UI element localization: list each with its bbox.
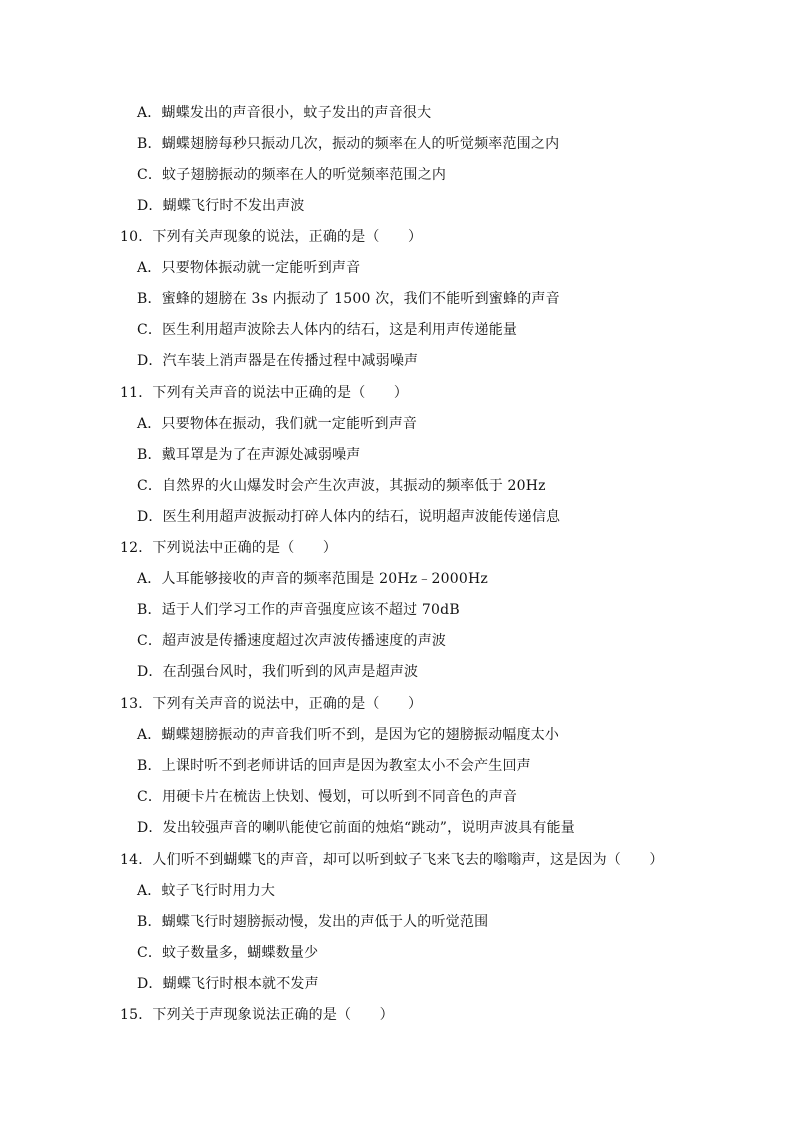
- question-14-stem: 14．人们听不到蝴蝶飞的声音，却可以听到蚊子飞来飞去的嗡嗡声，这是因为（ ）: [120, 852, 664, 868]
- question-12-option-a: A．人耳能够接收的声音的频率范围是 20Hz﹣2000Hz: [137, 571, 488, 587]
- question-10-option-c: C．医生利用超声波除去人体内的结石，这是利用声传递能量: [137, 322, 518, 338]
- question-12-option-b: B．适于人们学习工作的声音强度应该不超过 70dB: [137, 602, 460, 618]
- question-11-option-c: C．自然界的火山爆发时会产生次声波，其振动的频率低于 20Hz: [137, 478, 546, 494]
- question-14-option-a: A．蚊子飞行时用力大: [137, 883, 276, 899]
- question-14-option-b: B．蝴蝶飞行时翅膀振动慢，发出的声低于人的听觉范围: [137, 914, 489, 930]
- question-11-option-d: D．医生利用超声波振动打碎人体内的结石，说明超声波能传递信息: [137, 509, 561, 525]
- question-13-option-a: A．蝴蝶翅膀振动的声音我们听不到，是因为它的翅膀振动幅度太小: [137, 727, 560, 743]
- question-10-option-b: B．蜜蜂的翅膀在 3s 内振动了 1500 次，我们不能听到蜜蜂的声音: [137, 291, 560, 307]
- question-10-option-d: D．汽车装上消声器是在传播过程中减弱噪声: [137, 353, 419, 369]
- question-13-option-d: D．发出较强声音的喇叭能使它前面的烛焰“跳动”，说明声波具有能量: [137, 820, 575, 836]
- option-c: C．蚊子翅膀振动的频率在人的听觉频率范围之内: [137, 167, 447, 183]
- option-a: A．蝴蝶发出的声音很小，蚊子发出的声音很大: [137, 105, 432, 121]
- question-12-option-c: C．超声波是传播速度超过次声波传播速度的声波: [137, 633, 447, 649]
- question-12-stem: 12．下列说法中正确的是（ ）: [120, 540, 338, 556]
- question-11-option-b: B．戴耳罩是为了在声源处减弱噪声: [137, 447, 361, 463]
- option-b: B．蝴蝶翅膀每秒只振动几次，振动的频率在人的听觉频率范围之内: [137, 136, 560, 152]
- question-13-option-c: C．用硬卡片在梳齿上快划、慢划，可以听到不同音色的声音: [137, 789, 518, 805]
- question-11-stem: 11．下列有关声音的说法中正确的是（ ）: [120, 385, 409, 401]
- question-10-option-a: A．只要物体振动就一定能听到声音: [137, 260, 361, 276]
- question-10-stem: 10．下列有关声现象的说法，正确的是（ ）: [120, 229, 423, 245]
- question-13-stem: 13．下列有关声音的说法中，正确的是（ ）: [120, 696, 423, 712]
- question-14-option-c: C．蚊子数量多，蝴蝶数量少: [137, 945, 319, 961]
- option-d: D．蝴蝶飞行时不发出声波: [137, 198, 305, 214]
- question-13-option-b: B．上课时听不到老师讲话的回声是因为教室太小不会产生回声: [137, 758, 531, 774]
- question-11-option-a: A．只要物体在振动，我们就一定能听到声音: [137, 416, 418, 432]
- question-14-option-d: D．蝴蝶飞行时根本就不发声: [137, 976, 319, 992]
- question-15-stem: 15．下列关于声现象说法正确的是（ ）: [120, 1007, 394, 1023]
- question-12-option-d: D．在刮强台风时，我们听到的风声是超声波: [137, 664, 419, 680]
